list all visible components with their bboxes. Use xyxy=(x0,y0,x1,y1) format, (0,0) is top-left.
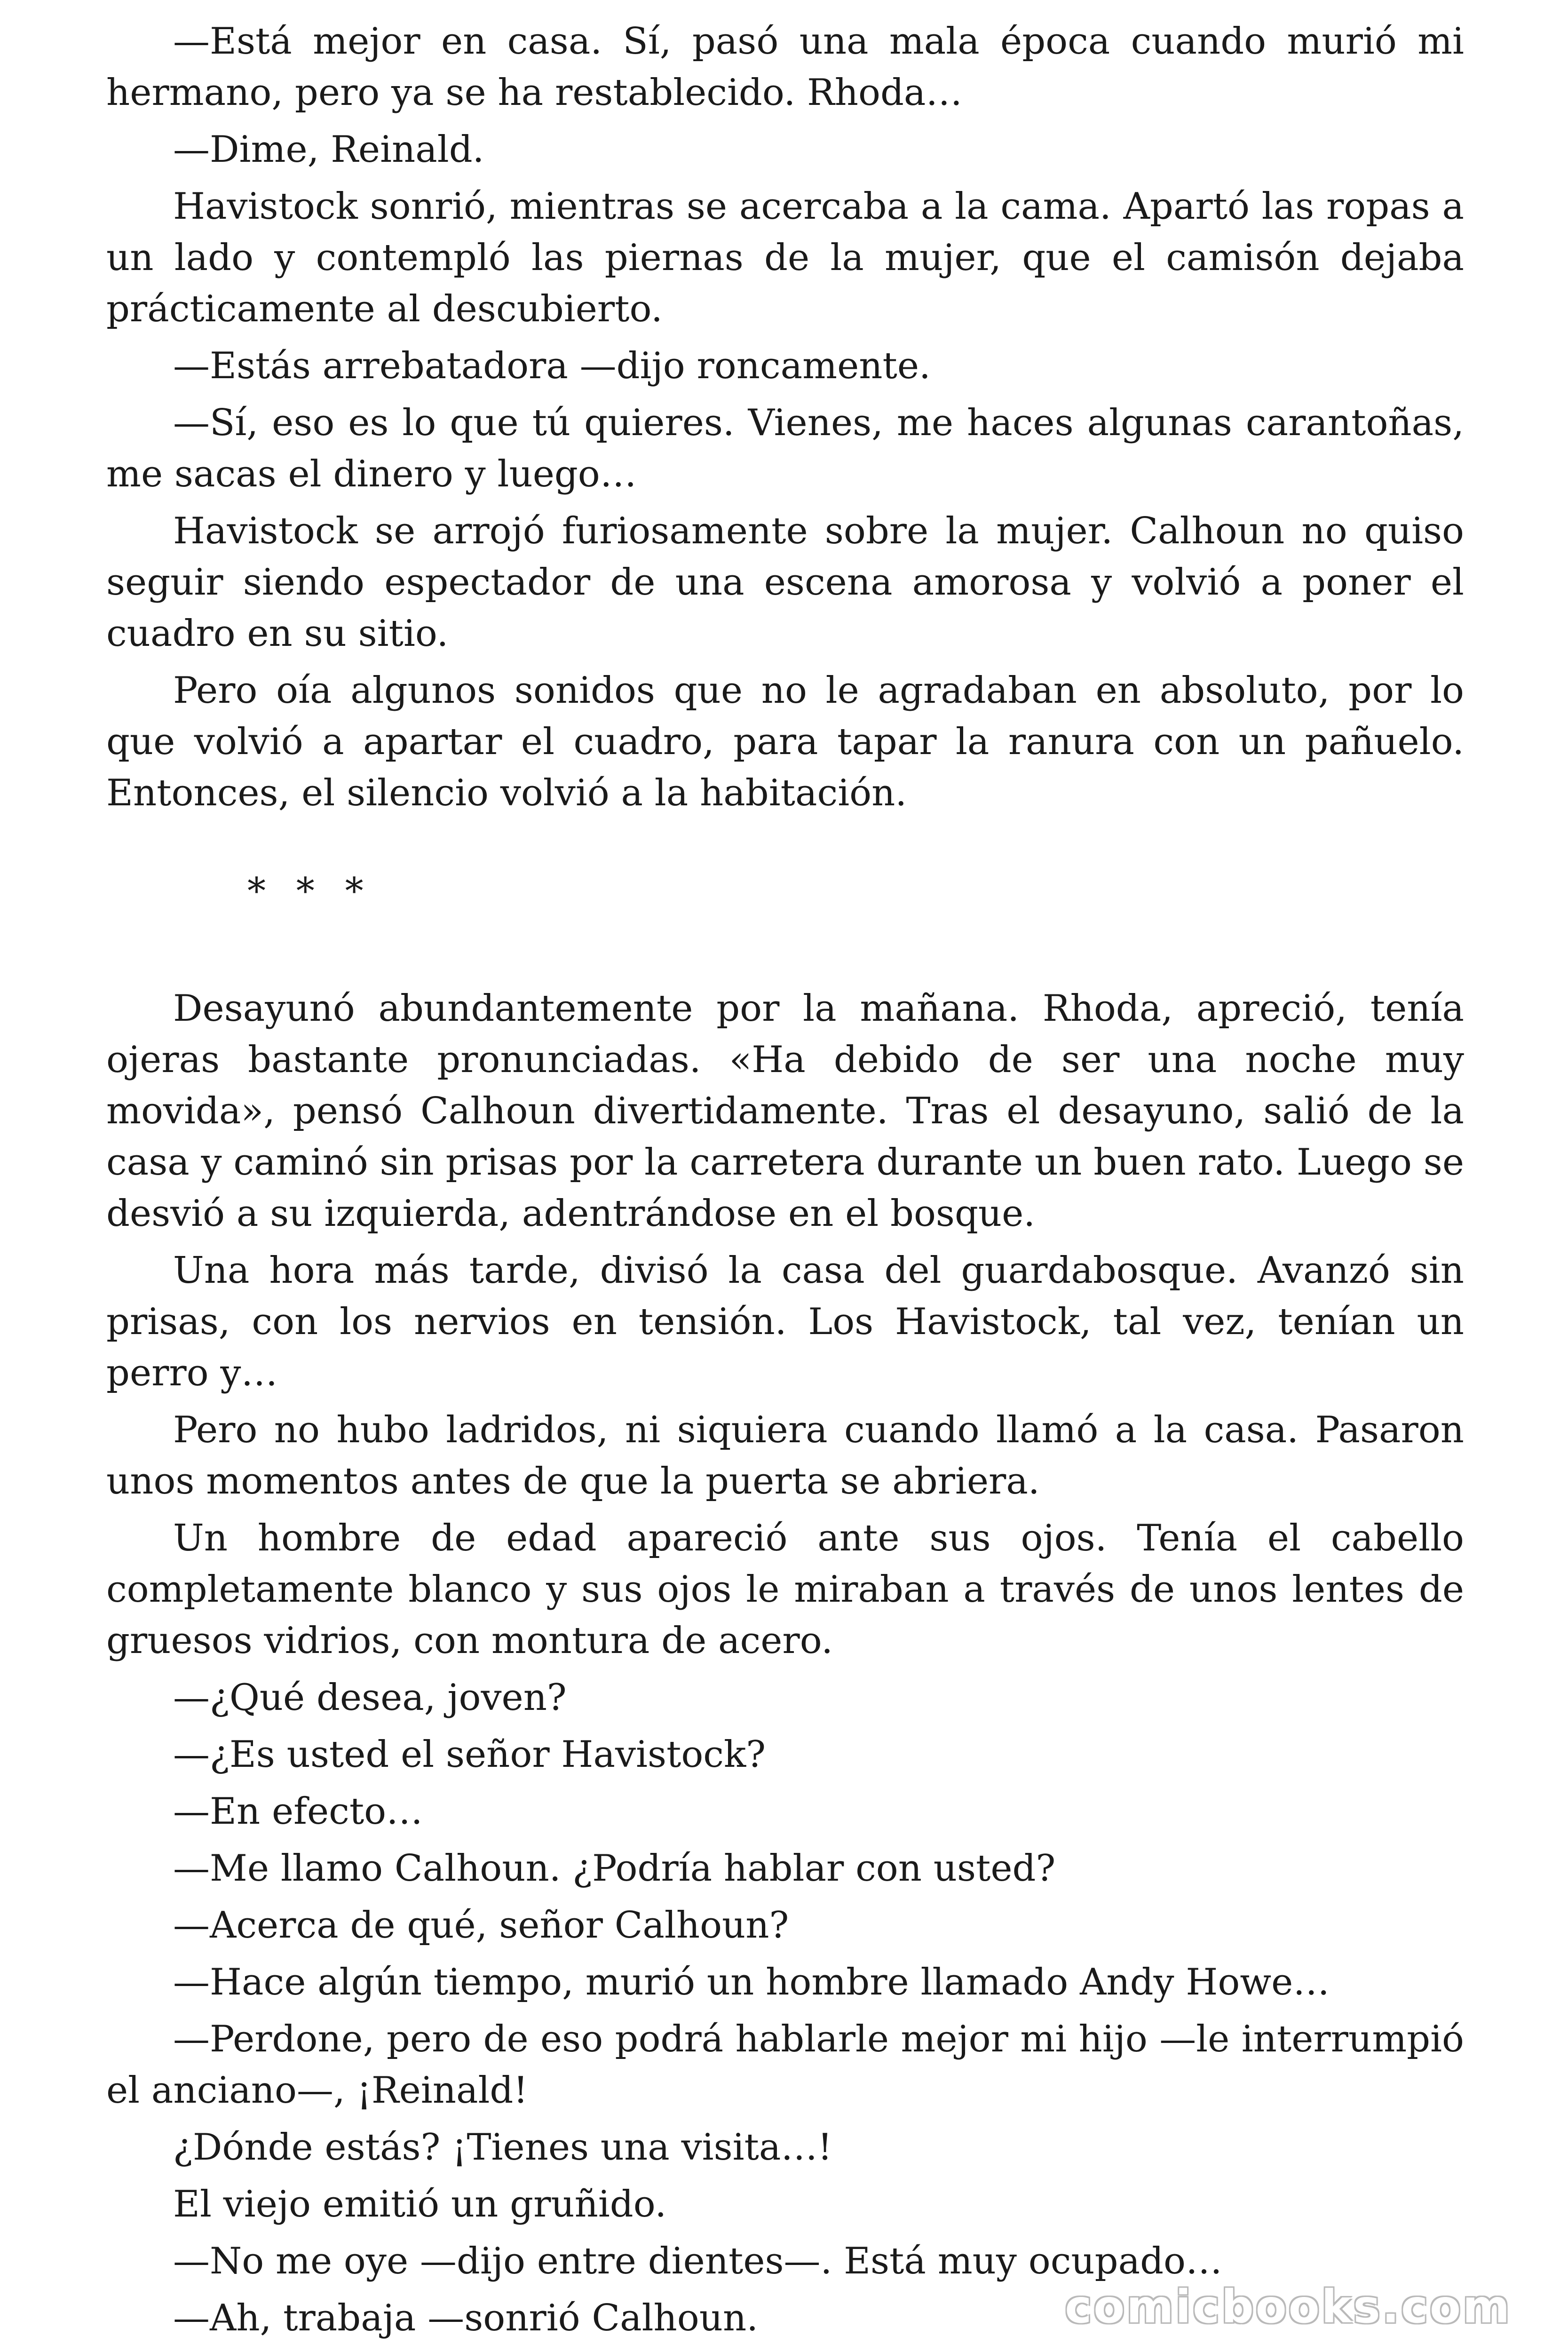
paragraph: —Hace algún tiempo, murió un hombre llamado Andy Howe… xyxy=(173,1961,1330,2003)
paragraph: —Acerca de qué, señor Calhoun? xyxy=(173,1904,789,1947)
paragraph: —Está mejor en casa. Sí, pasó una mala época cuando murió mi hermano, pero ya se ha restablecido. Rhoda… xyxy=(106,20,1464,114)
paragraph: —Dime, Reinald. xyxy=(173,128,484,171)
paragraph: Desayunó abundantemente por la mañana. Rhoda, apreció, tenía ojeras bastante pronunciadas. «Ha debido de ser una noche muy movida», pensó Calhoun divertidamente. Tras el desayuno, salió de la casa y caminó sin prisas por la carretera durante un buen rato. Luego se desvió a su izquierda, adentrándose en el bosque. xyxy=(106,987,1464,1235)
paragraph: Pero no hubo ladridos, ni siquiera cuando llamó a la casa. Pasaron unos momentos antes de que la puerta se abriera. xyxy=(106,1409,1464,1502)
paragraph: Un hombre de edad apareció ante sus ojos. Tenía el cabello completamente blanco y sus ojos le miraban a través de unos lentes de gruesos vidrios, con montura de acero. xyxy=(106,1517,1464,1662)
paragraph: —Estás arrebatadora —dijo roncamente. xyxy=(173,345,931,387)
paragraph: —En efecto… xyxy=(173,1790,423,1833)
paragraph: —¿Qué desea, joven? xyxy=(173,1677,567,1719)
paragraph: —Ah, trabaja —sonrió Calhoun. xyxy=(173,2297,759,2339)
paragraph: ¿Dónde estás? ¡Tienes una visita…! xyxy=(173,2126,832,2169)
paragraph: —Me llamo Calhoun. ¿Podría hablar con usted? xyxy=(173,1847,1056,1890)
book-page xyxy=(106,16,1464,2350)
paragraph: —Sí, eso es lo que tú quieres. Vienes, me haces algunas carantoñas, me sacas el dinero y luego… xyxy=(106,402,1464,495)
paragraph: Una hora más tarde, divisó la casa del guardabosque. Avanzó sin prisas, con los nervios en tensión. Los Havistock, tal vez, tenían un perro y… xyxy=(106,1249,1464,1394)
paragraph: Havistock sonrió, mientras se acercaba a la cama. Apartó las ropas a un lado y contempló las piernas de la mujer, que el camisón dejaba prácticamente al descubierto. xyxy=(106,185,1464,330)
paragraph: Pero oía algunos sonidos que no le agradaban en absoluto, por lo que volvió a apartar el cuadro, para tapar la ranura con un pañuelo. Entonces, el silencio volvió a la habitación. xyxy=(106,669,1464,814)
paragraph: —Perdone, pero de eso podrá hablarle mejor mi hijo —le interrumpió el anciano—, ¡Reinald! xyxy=(106,2018,1464,2112)
paragraph: El viejo emitió un gruñido. xyxy=(173,2183,667,2225)
section-break: * * * xyxy=(247,870,373,913)
watermark: comicbooks.com xyxy=(1065,2280,1512,2333)
paragraph: —¿Es usted el señor Havistock? xyxy=(173,1733,766,1776)
paragraph: —No me oye —dijo entre dientes—. Está muy ocupado… xyxy=(173,2240,1222,2282)
paragraph: Havistock se arrojó furiosamente sobre la mujer. Calhoun no quiso seguir siendo espectador de una escena amorosa y volvió a poner el cuadro en su sitio. xyxy=(106,510,1464,655)
